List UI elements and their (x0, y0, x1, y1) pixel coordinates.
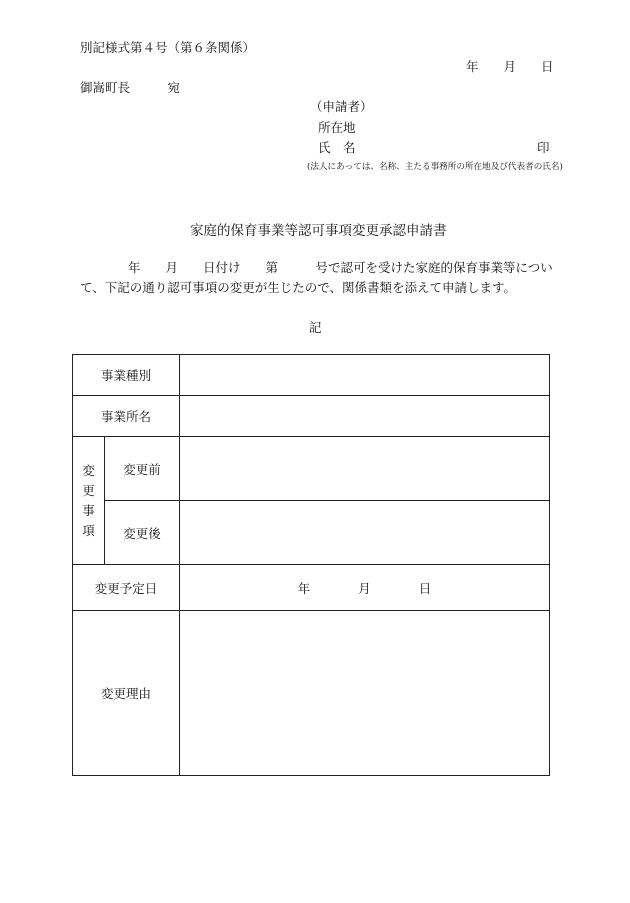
row-business-name (73, 396, 550, 437)
row-planned-date (73, 565, 550, 611)
row-after (73, 501, 550, 565)
row-reason (73, 611, 550, 776)
row-before (73, 437, 550, 501)
corporation-note: (法人にあっては、名称、主たる事務所の所在地及び代表者の氏名) (307, 162, 563, 172)
change-items-char: 事 (82, 502, 95, 518)
applicant-label: （申請者） (310, 99, 373, 114)
date-day: 日 (418, 580, 432, 596)
body-line-2: て、下記の通り認可事項の変更が生じたので、関係書類を添えて申請します。 (80, 280, 517, 295)
form-number: 別記様式第４号（第６条関係） (80, 40, 256, 55)
reason-field[interactable] (180, 611, 550, 776)
planned-date-field[interactable] (180, 565, 550, 611)
after-field[interactable] (180, 501, 550, 565)
after-label: 変更後 (105, 501, 180, 565)
date-year: 年 (297, 580, 311, 596)
business-type-field[interactable] (180, 355, 550, 396)
name-label: 氏 名 (318, 140, 356, 155)
body-line-1: 年 月 日付け 第 号で認可を受けた家庭的保育事業等につい (128, 260, 553, 275)
business-type-label: 事業種別 (73, 355, 180, 396)
application-table (72, 354, 550, 776)
change-items-label (73, 437, 105, 565)
ki-marker: 記 (309, 320, 322, 335)
address-label: 所在地 (318, 120, 356, 135)
seal-mark: 印 (537, 140, 550, 155)
change-items-char: 更 (82, 482, 95, 498)
addressee: 御嵩町長 宛 (80, 80, 181, 95)
business-name-label: 事業所名 (73, 396, 180, 437)
change-items-char: 変 (82, 462, 95, 478)
business-name-field[interactable] (180, 396, 550, 437)
before-label: 変更前 (105, 437, 180, 501)
planned-date-label: 変更予定日 (73, 565, 180, 611)
date-month: 月 (358, 580, 371, 596)
reason-label: 変更理由 (73, 611, 180, 776)
document-title: 家庭的保育事業等認可事項変更承認申請書 (190, 223, 447, 239)
change-items-char: 項 (82, 522, 95, 538)
before-field[interactable] (180, 437, 550, 501)
row-business-type (73, 355, 550, 396)
date-line: 年 月 日 (466, 59, 554, 74)
